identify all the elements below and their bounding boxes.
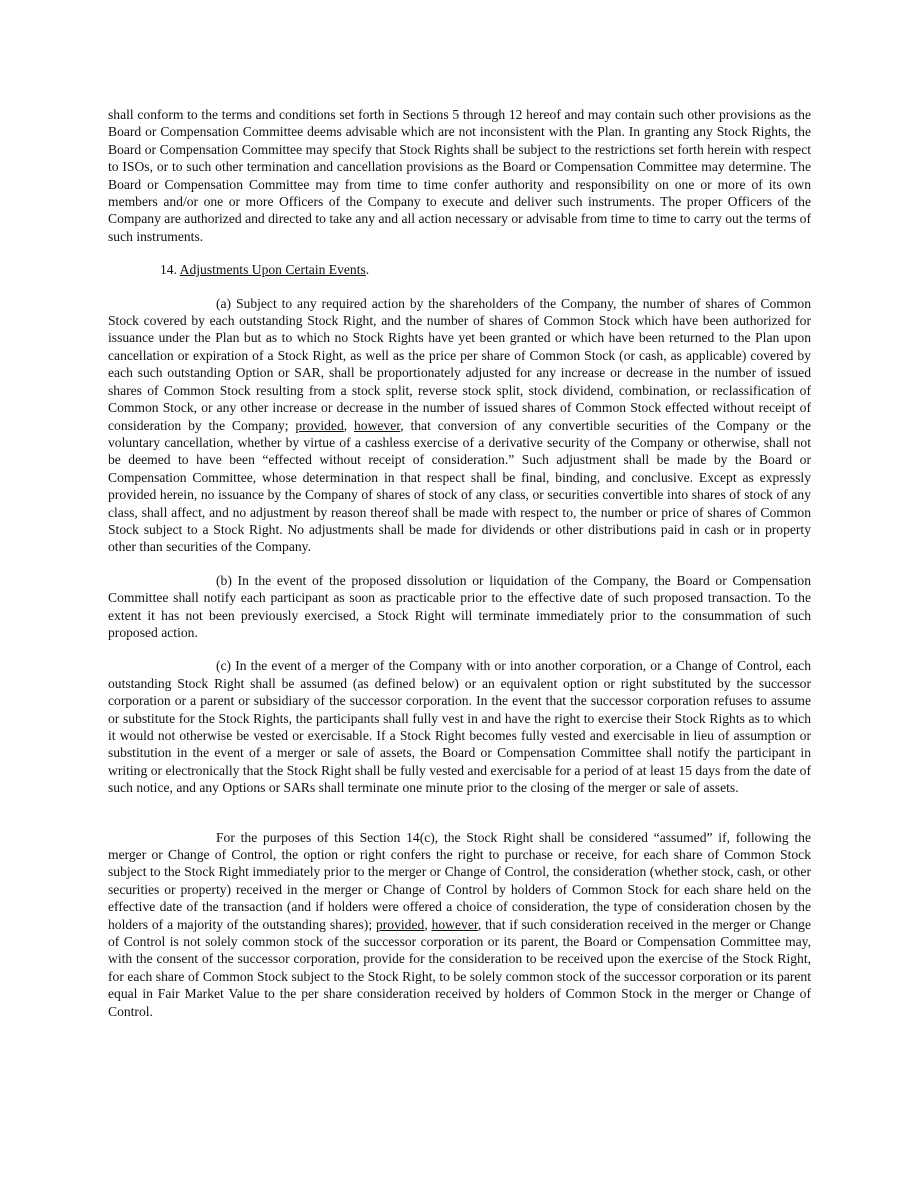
section-14-heading <box>160 261 811 278</box>
paragraph-14c: (c) In the event of a merger of the Company with or into another corporation, or a Change of Control, each outstanding Stock Right shall be assumed (as defined below) or an equivalent option or right substituted by the successor corporation or a parent or subsidiary of the successor corporation. In the event that the successor corporation refuses to assume or substitute for the Stock Rights, the participants shall fully vest in and have the right to exercise their Stock Rights as to which it would not otherwise be vested or exercisable. If a Stock Right becomes fully vested and exercisable in lieu of assumption or substitution in the event of a merger or sale of assets, the Board or Compensation Committee shall notify the participant in writing or electronically that the Stock Right shall be fully vested and exercisable for a period of at least 15 days from the date of such notice, and any Options or SARs shall terminate one minute prior to the closing of the merger or sale of assets. <box>108 658 811 796</box>
provided-term: provided <box>295 417 344 433</box>
paragraph-14a-part2: , that conversion of any convertible securities of the Company or the voluntary cancellation, whether by virtue of a cashless exercise of a derivative security of the Company or otherwise, shall not be deemed to have been “effected without receipt of consideration.” Such adjustment shall be made by the Board or Compensation Committee, whose determination in that respect shall be final, binding, and conclusive. Except as expressly provided herein, no issuance by the Company of shares of stock of any class, or securities convertible into shares of stock of any class, shall affect, and no adjustment by reason thereof shall be made with respect to, the number or price of shares of Common Stock subject to a Stock Right. No adjustments shall be made for dividends or other distributions paid in cash or in property other than securities of the Company. <box>108 417 812 555</box>
paragraph-assumed-definition <box>108 829 811 1020</box>
provided-term-2: provided <box>375 916 425 932</box>
paragraph-14a-part1: (a) Subject to any required action by the shareholders of the Company, the number of shares of Common Stock covered by each outstanding Stock Right, and the number of shares of Common Stock which have been authorized for issuance under the Plan but as to which no Stock Rights have yet been granted or which have been returned to the Plan upon cancellation or expiration of a Stock Right, as well as the price per share of Common Stock (or cash, as applicable) covered by each such outstanding Option or SAR, shall be proportionately adjusted for any increase or decrease in the number of issued shares of Common Stock resulting from a stock split, reverse stock split, stock dividend, combination, or reclassification of Common Stock, or any other increase or decrease in the number of issued shares of Common Stock effected without receipt of consideration by the Company; <box>108 295 811 433</box>
section-14-period: . <box>365 262 370 278</box>
paragraph-14a <box>108 295 811 556</box>
paragraph-assumed-comma: , <box>424 916 432 932</box>
paragraph-assumed-part1: For the purposes of this Section 14(c), the Stock Right shall be considered “assumed” if, following the merger or Change of Control, the option or right confers the right to purchase or receive, for each share of Common Stock subject to the Stock Right immediately prior to the merger or Change of Control, the consideration (whether stock, cash, or other securities or property) received in the merger or Change of Control by holders of Common Stock for each share held on the effective date of the transaction (and if holders were offered a choice of consideration, the type of consideration chosen by the holders of a majority of the outstanding shares); <box>108 829 811 932</box>
paragraph-14a-comma: , <box>343 417 354 433</box>
paragraph-14b: (b) In the event of the proposed dissolution or liquidation of the Company, the Board or Compensation Committee shall notify each participant as soon as practicable prior to the effective date of such proposed transaction. To the extent it has not been previously exercised, a Stock Right will terminate immediately prior to the consummation of such proposed action. <box>108 572 811 640</box>
section-14-title: Adjustments Upon Certain Events <box>179 262 366 278</box>
however-term: however <box>353 417 401 433</box>
paragraph-assumed-part2: , that if such consideration received in the merger or Change of Control is not solely common stock of the successor corporation or its parent, the Board or Compensation Committee may, with the consent of the successor corporation, provide for the consideration to be received upon the exercise of the Stock Right, for each share of Common Stock subject to the Stock Right, to be solely common stock of the successor corporation or its parent equal in Fair Market Value to the per share consideration received by holders of Common Stock in the merger or Change of Control. <box>108 916 812 1019</box>
document-page <box>108 106 811 1020</box>
however-term-2: however <box>431 916 478 932</box>
intro-paragraph: shall conform to the terms and conditions set forth in Sections 5 through 12 hereof and may contain such other provisions as the Board or Compensation Committee deems advisable which are not inconsistent with the Plan. In granting any Stock Rights, the Board or Compensation Committee may specify that Stock Rights shall be subject to the restrictions set forth herein with respect to ISOs, or to such other termination and cancellation provisions as the Board or Compensation Committee may determine. The Board or Compensation Committee may from time to time confer authority and responsibility on one or more of its own members and/or one or more Officers of the Company to execute and deliver such instruments. The proper Officers of the Company are authorized and directed to take any and all action necessary or advisable from time to time to carry out the terms of such instruments. <box>108 107 811 244</box>
section-14-number: 14. <box>160 262 180 278</box>
